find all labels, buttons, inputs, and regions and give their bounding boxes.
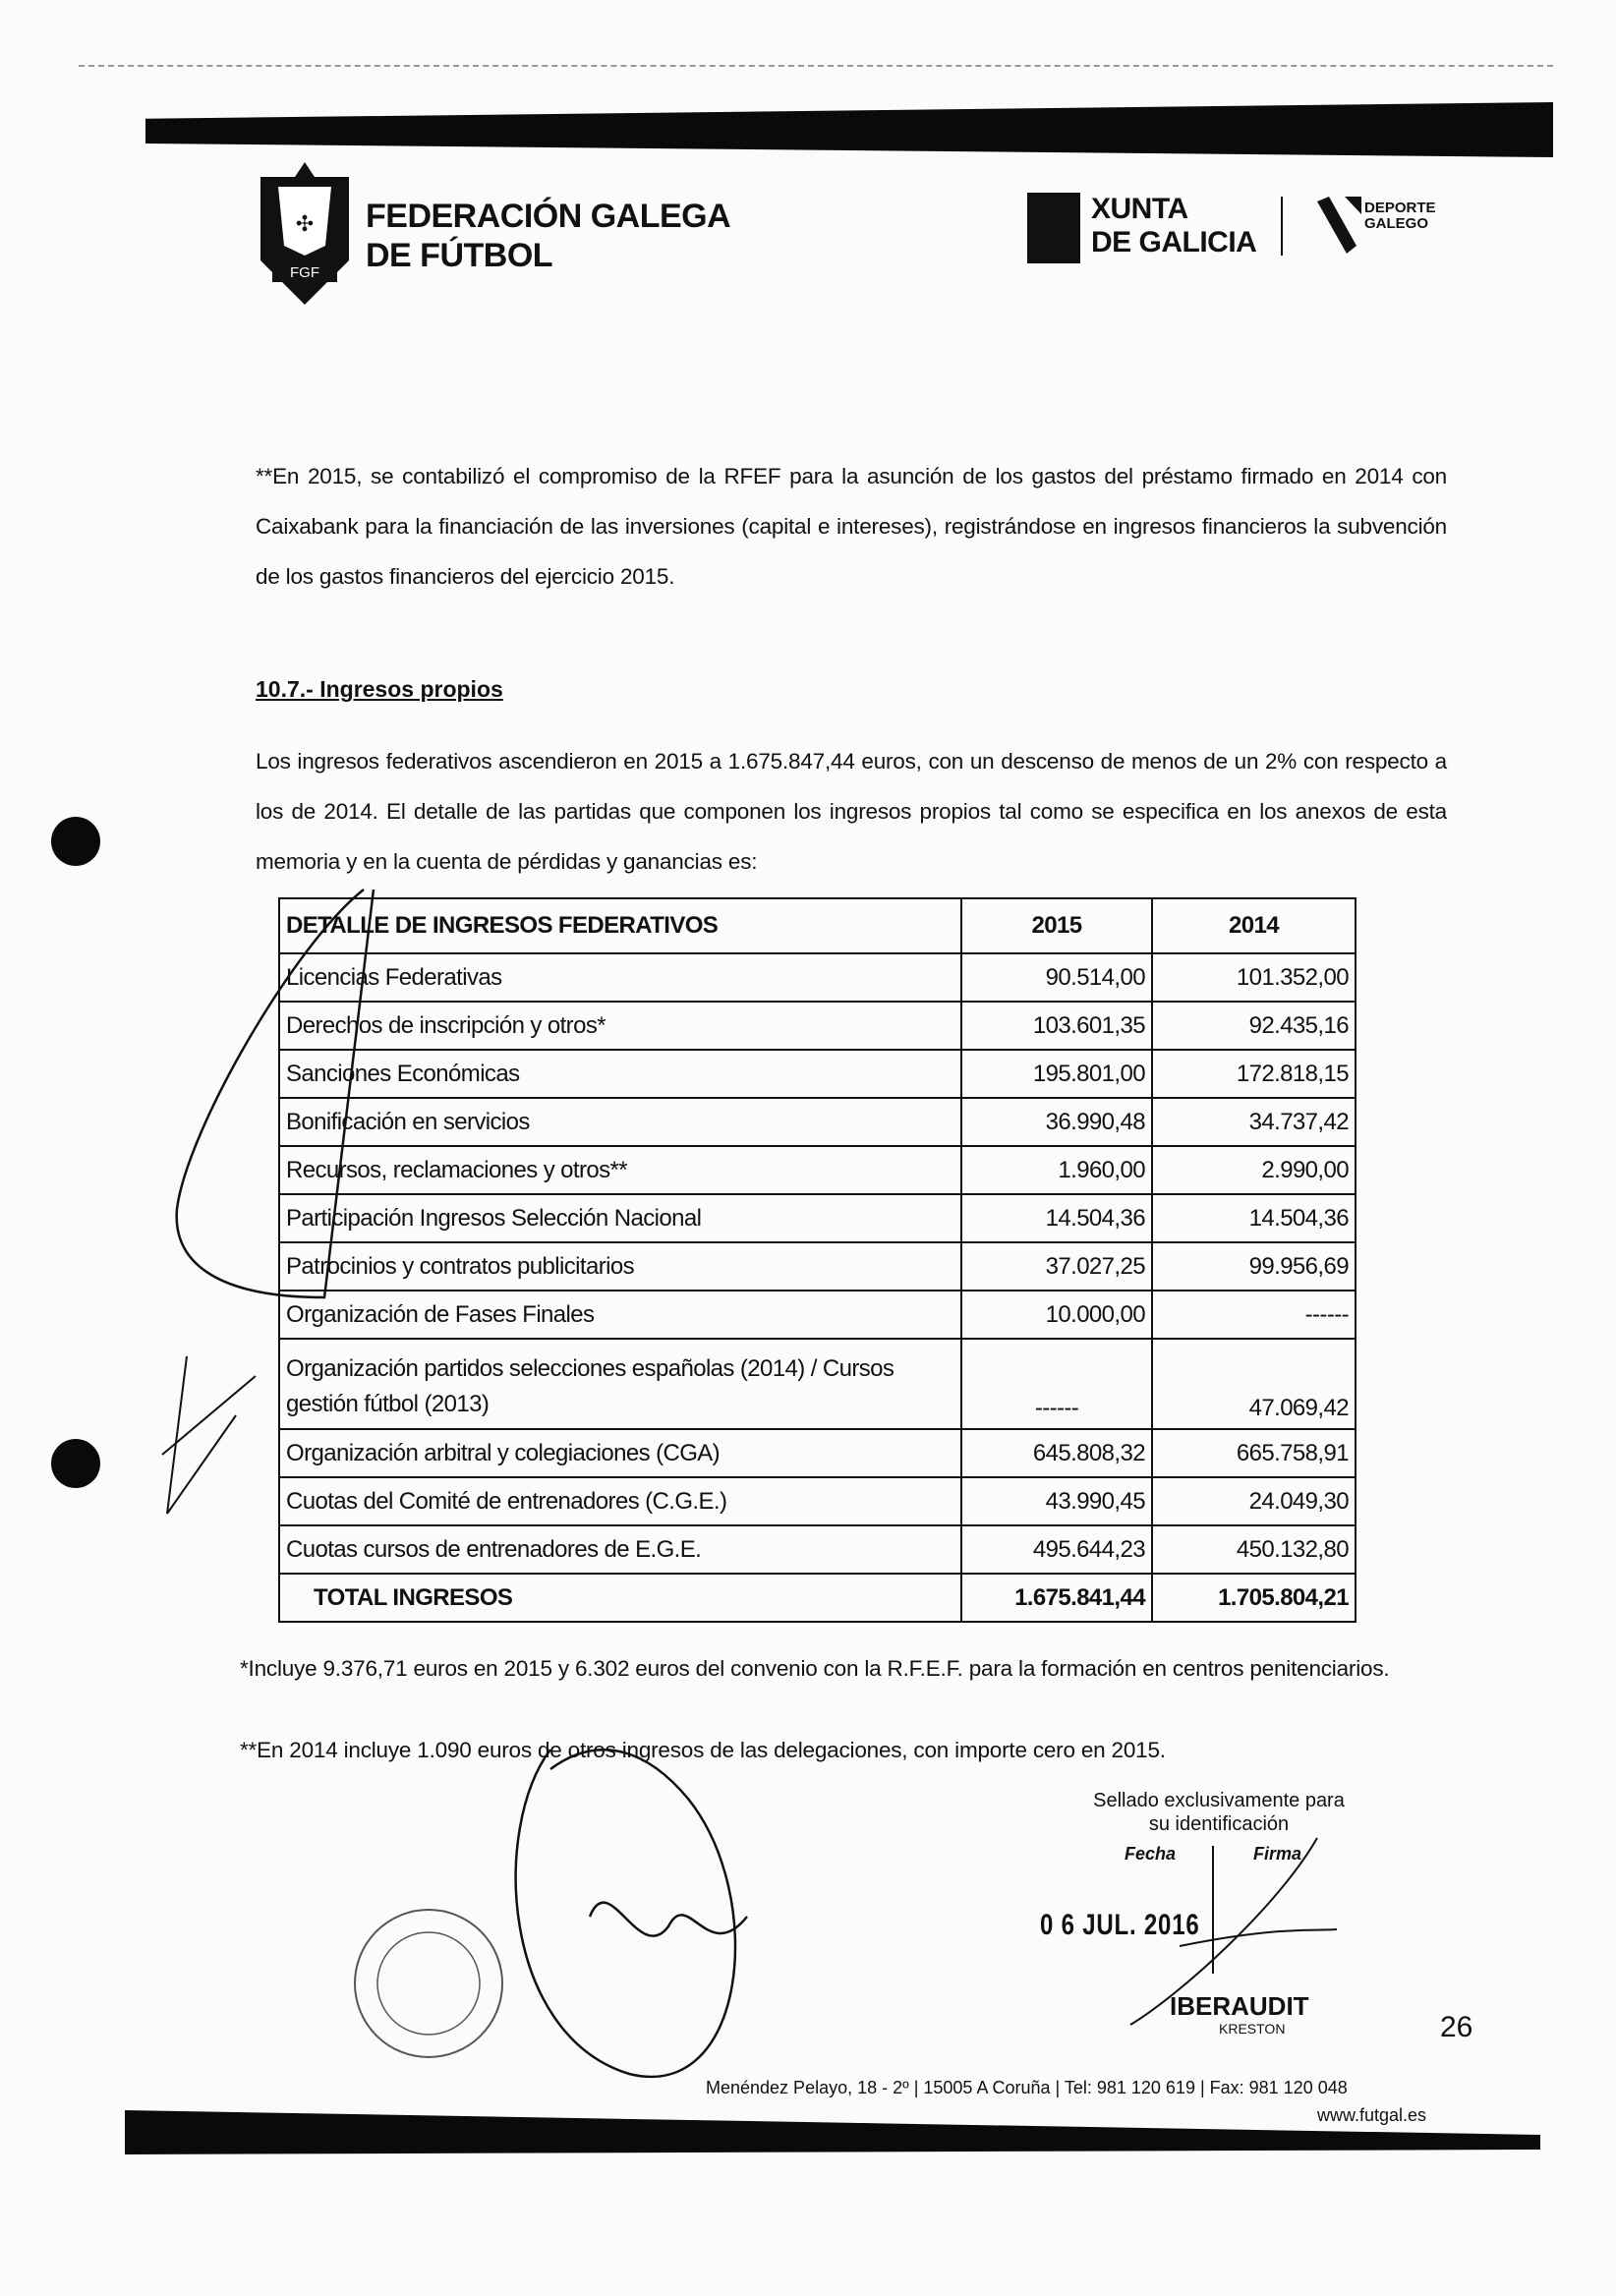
row-concept: Derechos de inscripción y otros* [279, 1002, 961, 1050]
table-row [279, 1291, 1356, 1339]
row-concept: Organización partidos selecciones españolas (2014) / Cursos gestión fútbol (2013) [279, 1339, 961, 1429]
row-2014: ------ [1152, 1291, 1356, 1339]
audit-stamp-text: Sellado exclusivamente para su identificación [1093, 1790, 1345, 1835]
row-2015: 103.601,35 [961, 1002, 1152, 1050]
table-row [279, 1146, 1356, 1194]
section-paragraph: Los ingresos federativos ascendieron en 2015 a 1.675.847,44 euros, con un descenso de menos de un 2% con respecto a los de 2014. El detalle de las partidas que componen los ingresos propios tal como se especifica en los anexos de esta memoria y en la cuenta de pérdidas y ganancias es: [256, 749, 1447, 874]
xunta-emblem-icon [1027, 193, 1080, 263]
row-2014: 101.352,00 [1152, 953, 1356, 1002]
total-2014: 1.705.804,21 [1152, 1574, 1356, 1622]
xunta-logo-text [1091, 193, 1256, 259]
footnote-2: **En 2014 incluye 1.090 euros de otros ingresos de las delegaciones, con importe cero en 2015. [240, 1738, 1166, 1762]
row-2014: 99.956,69 [1152, 1242, 1356, 1291]
row-2015: ------ [961, 1339, 1152, 1429]
footnote-1: *Incluye 9.376,71 euros en 2015 y 6.302 euros del convenio con la R.F.E.F. para la formación en centros penitenciarios. [240, 1656, 1390, 1681]
table-row [279, 1002, 1356, 1050]
row-2014: 24.049,30 [1152, 1477, 1356, 1525]
row-concept: Cuotas cursos de entrenadores de E.G.E. [279, 1525, 961, 1574]
stamp-fecha-label: Fecha [1125, 1844, 1177, 1864]
table-row [279, 1477, 1356, 1525]
row-2014: 34.737,42 [1152, 1098, 1356, 1146]
total-label: TOTAL INGRESOS [279, 1574, 961, 1622]
federation-name [366, 197, 730, 275]
row-2014: 2.990,00 [1152, 1146, 1356, 1194]
row-2014: 172.818,15 [1152, 1050, 1356, 1098]
row-concept: Patrocinios y contratos publicitarios [279, 1242, 961, 1291]
footer-website: www.futgal.es [1317, 2105, 1427, 2125]
punch-hole [51, 817, 100, 866]
footer-address: Menéndez Pelayo, 18 - 2º | 15005 A Coruña | Tel: 981 120 619 | Fax: 981 120 048 [706, 2078, 1348, 2097]
row-concept: Licencias Federativas [279, 953, 961, 1002]
logo-divider [1281, 197, 1283, 256]
row-concept: Participación Ingresos Selección Nacional [279, 1194, 961, 1242]
punch-hole [51, 1439, 100, 1488]
table-row [279, 1525, 1356, 1574]
row-2015: 90.514,00 [961, 953, 1152, 1002]
auditor-logo: IBERAUDIT [1170, 1991, 1309, 2021]
row-concept: Organización arbitral y colegiaciones (CGA) [279, 1429, 961, 1477]
table-row [279, 953, 1356, 1002]
row-2014: 47.069,42 [1152, 1339, 1356, 1429]
table-row [279, 1050, 1356, 1098]
page-number: 26 [1440, 2011, 1473, 2043]
table-row [279, 1098, 1356, 1146]
table-row [279, 1242, 1356, 1291]
table-row [279, 1429, 1356, 1477]
row-2014: 450.132,80 [1152, 1525, 1356, 1574]
row-2015: 36.990,48 [961, 1098, 1152, 1146]
row-2014: 665.758,91 [1152, 1429, 1356, 1477]
stamp-divider [1212, 1846, 1214, 1974]
svg-text:✣: ✣ [295, 211, 315, 236]
section-heading: 10.7.- Ingresos propios [256, 676, 503, 702]
header-bar [145, 102, 1553, 157]
row-concept: Cuotas del Comité de entrenadores (C.G.E.) [279, 1477, 961, 1525]
row-2015: 10.000,00 [961, 1291, 1152, 1339]
header-concept: DETALLE DE INGRESOS FEDERATIVOS [279, 898, 961, 953]
table-total-row [279, 1574, 1356, 1622]
header-2014: 2014 [1152, 898, 1356, 953]
row-2015: 14.504,36 [961, 1194, 1152, 1242]
income-detail-table [278, 897, 1356, 1623]
row-concept: Sanciones Económicas [279, 1050, 961, 1098]
row-2015: 645.808,32 [961, 1429, 1152, 1477]
fgf-shield-logo [251, 162, 359, 310]
row-2015: 195.801,00 [961, 1050, 1152, 1098]
table-row [279, 1194, 1356, 1242]
svg-text:FGF: FGF [290, 264, 319, 281]
intro-note: **En 2015, se contabilizó el compromiso de la RFEF para la asunción de los gastos del préstamo firmado en 2014 con Caixabank para la financiación de las inversiones (capital e intereses), registrándose en ingresos financieros la subvención de los gastos financieros del ejercicio 2015. [256, 464, 1447, 589]
deporte-line2: GALEGO [1364, 215, 1429, 232]
row-concept: Recursos, reclamaciones y otros** [279, 1146, 961, 1194]
deporte-galego-icon [1317, 197, 1361, 256]
scan-artifact-line [79, 65, 1553, 67]
table-header-row [279, 898, 1356, 953]
header-2015: 2015 [961, 898, 1152, 953]
stamp-date: 0 6 JUL. 2016 [1040, 1909, 1200, 1941]
federation-name-line2: DE FÚTBOL [366, 237, 553, 274]
deporte-galego-text [1364, 201, 1436, 232]
stamp-firma-label: Firma [1253, 1844, 1302, 1864]
row-2015: 43.990,45 [961, 1477, 1152, 1525]
row-2015: 1.960,00 [961, 1146, 1152, 1194]
row-concept: Organización de Fases Finales [279, 1291, 961, 1339]
deporte-line1: DEPORTE [1364, 200, 1436, 216]
row-2015: 495.644,23 [961, 1525, 1152, 1574]
row-concept: Bonificación en servicios [279, 1098, 961, 1146]
table-row [279, 1339, 1356, 1429]
xunta-line2: DE GALICIA [1091, 226, 1257, 258]
federation-name-line1: FEDERACIÓN GALEGA [366, 198, 731, 235]
total-2015: 1.675.841,44 [961, 1574, 1152, 1622]
auditor-sub: KRESTON [1219, 2021, 1286, 2037]
row-2014: 92.435,16 [1152, 1002, 1356, 1050]
row-2014: 14.504,36 [1152, 1194, 1356, 1242]
xunta-line1: XUNTA [1091, 193, 1188, 225]
row-2015: 37.027,25 [961, 1242, 1152, 1291]
